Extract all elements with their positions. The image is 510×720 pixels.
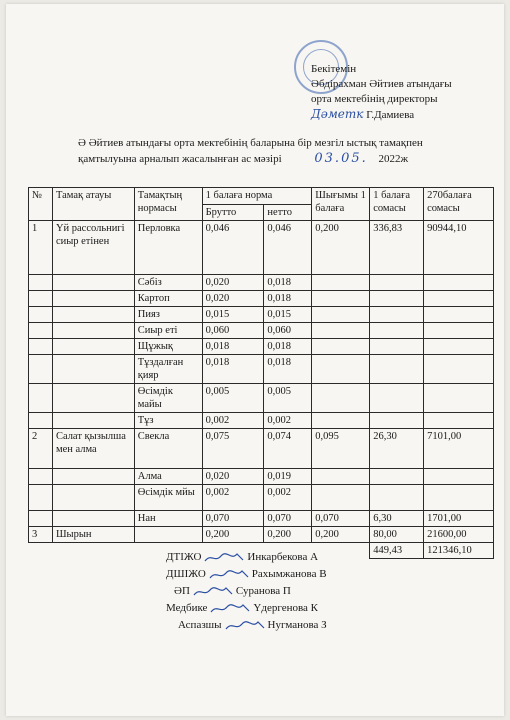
cell-cost-total (424, 307, 494, 323)
director-signature: Дәметк (311, 107, 364, 121)
cell-product: Пияз (134, 307, 202, 323)
signature-row (166, 600, 327, 617)
cell-net: 0,018 (264, 339, 312, 355)
cell-net: 0,060 (264, 323, 312, 339)
cell-gross: 0,005 (202, 384, 264, 413)
title-line-1: Ә Әйтиев атындағы орта мектебінің баларына бір мезгіл ыстық тамақпен (78, 137, 423, 149)
cell-dish: Салат қызылша мен алма (52, 429, 134, 469)
header-cost-total: 270балаға сомасы (424, 188, 494, 221)
table-row (29, 291, 494, 307)
cell-num (29, 511, 53, 527)
title-line-2: қамтылуына арналып жасалынған ас мәзірі (78, 153, 282, 165)
cell-product: Алма (134, 469, 202, 485)
cell-cost-total (424, 355, 494, 384)
cell-cost-one: 336,83 (370, 221, 424, 275)
cell-net: 0,019 (264, 469, 312, 485)
cell-num (29, 355, 53, 384)
cell-net: 0,002 (264, 413, 312, 429)
cell-dish (52, 355, 134, 384)
cell-cost-total (424, 275, 494, 291)
cell-product: Сиыр еті (134, 323, 202, 339)
cell-num: 3 (29, 527, 53, 543)
cell-dish (52, 384, 134, 413)
cell-yield (312, 469, 370, 485)
cell-dish (52, 511, 134, 527)
table-row (29, 511, 494, 527)
signature-role: Медбике (166, 602, 208, 614)
cell-gross: 0,020 (202, 469, 264, 485)
cell-num (29, 291, 53, 307)
header-net: нетто (264, 204, 312, 221)
cell-net: 0,002 (264, 485, 312, 511)
totals-empty-cell (52, 543, 134, 559)
cell-dish (52, 339, 134, 355)
cell-gross: 0,020 (202, 291, 264, 307)
cell-cost-total (424, 469, 494, 485)
cell-cost-one (370, 307, 424, 323)
cell-cost-total (424, 291, 494, 307)
approval-line-2: Әбдірахман Әйтиев атындағы (311, 78, 452, 90)
cell-cost-total: 1701,00 (424, 511, 494, 527)
cell-gross: 0,075 (202, 429, 264, 469)
cell-product: Нан (134, 511, 202, 527)
table-row (29, 339, 494, 355)
cell-product: Өсімдік майы (134, 384, 202, 413)
cell-yield (312, 339, 370, 355)
table-header-row (29, 188, 494, 205)
header-dish: Тамақ атауы (52, 188, 134, 221)
cell-product: Өсімдік мйы (134, 485, 202, 511)
cell-dish (52, 413, 134, 429)
cell-cost-one: 6,30 (370, 511, 424, 527)
approval-line-1: Бекітемін (311, 63, 357, 75)
header-norm: Тамақтың нормасы (134, 188, 202, 221)
cell-net: 0,070 (264, 511, 312, 527)
cell-gross: 0,015 (202, 307, 264, 323)
cell-dish: Үй рассольнигі сиыр етінен (52, 221, 134, 275)
cell-net: 0,046 (264, 221, 312, 275)
cell-yield (312, 323, 370, 339)
total-cost-total: 121346,10 (424, 543, 494, 559)
cell-num (29, 413, 53, 429)
cell-net: 0,018 (264, 275, 312, 291)
header-gross: Брутто (202, 204, 264, 221)
cell-product: Тұздалған қияр (134, 355, 202, 384)
handwritten-date: 03.05. (314, 151, 368, 166)
cell-net: 0,074 (264, 429, 312, 469)
signature-name: Инкарбекова А (247, 551, 319, 563)
cell-num: 2 (29, 429, 53, 469)
cell-dish (52, 485, 134, 511)
header-yield: Шығымы 1 балаға (312, 188, 370, 221)
signature-role: ДШІЖО (166, 568, 206, 580)
cell-cost-one (370, 485, 424, 511)
cell-cost-one (370, 469, 424, 485)
signature-name: Суранова П (235, 585, 291, 597)
signature-row (166, 617, 327, 634)
cell-num (29, 323, 53, 339)
cell-dish: Шырын (52, 527, 134, 543)
cell-num (29, 469, 53, 485)
menu-table (28, 187, 494, 559)
cell-product: Перловка (134, 221, 202, 275)
handwritten-signature (209, 602, 251, 616)
table-row (29, 221, 494, 275)
cell-net: 0,200 (264, 527, 312, 543)
cell-cost-one (370, 323, 424, 339)
signature-role: ДТІЖО (166, 551, 202, 563)
cell-product: Свекла (134, 429, 202, 469)
cell-yield (312, 413, 370, 429)
signature-name: Үдергенова К (253, 602, 318, 614)
cell-num (29, 485, 53, 511)
signature-name: Рахымжанова В (251, 568, 327, 580)
cell-yield: 0,200 (312, 527, 370, 543)
cell-yield (312, 275, 370, 291)
cell-cost-total (424, 413, 494, 429)
cell-num (29, 307, 53, 323)
cell-cost-one (370, 384, 424, 413)
cell-cost-one (370, 413, 424, 429)
cell-product: Щұжық (134, 339, 202, 355)
cell-cost-one: 26,30 (370, 429, 424, 469)
cell-net: 0,015 (264, 307, 312, 323)
table-row (29, 429, 494, 469)
document-page (6, 4, 504, 716)
cell-yield (312, 384, 370, 413)
cell-cost-one (370, 355, 424, 384)
table-row (29, 323, 494, 339)
cell-cost-one (370, 291, 424, 307)
cell-net: 0,018 (264, 291, 312, 307)
cell-product: Тұз (134, 413, 202, 429)
director-name: Г.Дамиева (366, 109, 415, 121)
table-row (29, 355, 494, 384)
signature-role: ӘП (174, 585, 190, 597)
cell-cost-total: 90944,10 (424, 221, 494, 275)
total-cost-one: 449,43 (370, 543, 424, 559)
table-row (29, 275, 494, 291)
cell-dish (52, 275, 134, 291)
cell-yield (312, 485, 370, 511)
cell-gross: 0,070 (202, 511, 264, 527)
cell-dish (52, 323, 134, 339)
cell-yield (312, 307, 370, 323)
table-row (29, 485, 494, 511)
signature-row (166, 583, 327, 600)
cell-yield: 0,200 (312, 221, 370, 275)
handwritten-signature (192, 585, 234, 599)
table-row (29, 384, 494, 413)
table-row (29, 469, 494, 485)
cell-net: 0,018 (264, 355, 312, 384)
cell-yield (312, 355, 370, 384)
cell-gross: 0,060 (202, 323, 264, 339)
cell-num (29, 384, 53, 413)
title-line-2-wrap (78, 151, 498, 167)
handwritten-signature (208, 568, 250, 582)
cell-gross: 0,018 (202, 339, 264, 355)
signature-name: Нугманова З (267, 619, 327, 631)
table-body (29, 221, 494, 559)
approval-block (311, 62, 452, 123)
table-row (29, 413, 494, 429)
cell-gross: 0,200 (202, 527, 264, 543)
cell-net: 0,005 (264, 384, 312, 413)
cell-num: 1 (29, 221, 53, 275)
signature-row (166, 566, 327, 583)
cell-num (29, 275, 53, 291)
header-per-child: 1 балаға норма (202, 188, 312, 205)
cell-dish (52, 291, 134, 307)
cell-num (29, 339, 53, 355)
cell-gross: 0,018 (202, 355, 264, 384)
table-row (29, 307, 494, 323)
cell-cost-total (424, 323, 494, 339)
cell-gross: 0,046 (202, 221, 264, 275)
cell-cost-one (370, 339, 424, 355)
cell-cost-total: 7101,00 (424, 429, 494, 469)
cell-dish (52, 307, 134, 323)
approval-line-3: орта мектебінің директоры (311, 93, 438, 105)
handwritten-signature (203, 551, 245, 565)
cell-gross: 0,020 (202, 275, 264, 291)
cell-yield: 0,070 (312, 511, 370, 527)
cell-dish (52, 469, 134, 485)
cell-gross: 0,002 (202, 413, 264, 429)
handwritten-signature (224, 619, 266, 633)
totals-empty-cell (29, 543, 53, 559)
table-row (29, 527, 494, 543)
header-num: № (29, 188, 53, 221)
cell-gross: 0,002 (202, 485, 264, 511)
cell-yield (312, 291, 370, 307)
approval-signature-line (311, 107, 452, 123)
cell-product: Картоп (134, 291, 202, 307)
cell-cost-one (370, 275, 424, 291)
header-cost-one: 1 балаға сомасы (370, 188, 424, 221)
title-year: 2022ж (378, 153, 409, 165)
signature-role: Аспазшы (178, 619, 222, 631)
cell-product (134, 527, 202, 543)
cell-cost-total: 21600,00 (424, 527, 494, 543)
cell-cost-one: 80,00 (370, 527, 424, 543)
signatures-block (166, 549, 327, 634)
cell-cost-total (424, 384, 494, 413)
cell-cost-total (424, 485, 494, 511)
cell-cost-total (424, 339, 494, 355)
document-title (78, 136, 498, 167)
cell-product: Сәбіз (134, 275, 202, 291)
signature-row (166, 549, 327, 566)
cell-yield: 0,095 (312, 429, 370, 469)
